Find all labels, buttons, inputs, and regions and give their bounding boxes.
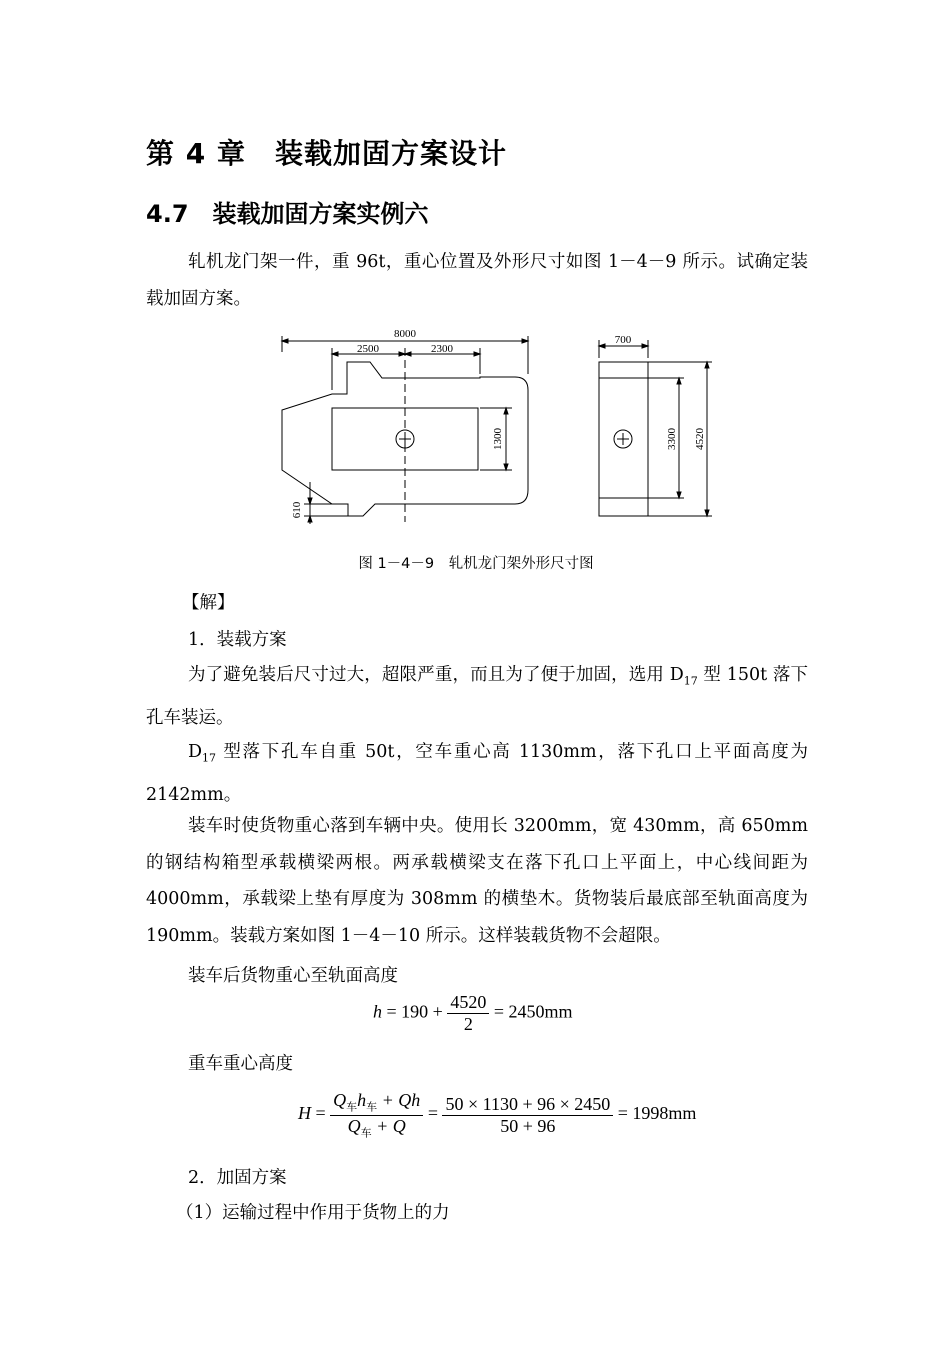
intro-paragraph: 轧机龙门架一件，重 96t，重心位置及外形尺寸如图 1－4－9 所示。试确定装载加固方案。 [146, 252, 808, 309]
paragraph-5: 重车重心高度 [188, 1054, 293, 1074]
dim-total-length: 8000 [394, 328, 416, 340]
chapter-title: 第 4 章 装载加固方案设计 [146, 137, 507, 170]
equation-h: h = 190 + $\frac{4520}{2}$ = 2450mm [373, 992, 573, 1034]
gantry-dimension-figure [270, 322, 730, 527]
item-2-1-heading: （1）运输过程中作用于货物上的力 [176, 1203, 450, 1223]
paragraph-1: 为了避免装后尺寸过大，超限严重，而且为了便于加固，选用 $D_{17}$ 型 150t 落下孔车装运。 [146, 665, 809, 728]
paragraph-4: 装车后货物重心至轨面高度 [188, 966, 398, 986]
paragraph-2: $D_{17}$ 型落下孔车自重 50t，空车重心高 1130mm，落下孔口上平面高度为 2142mm。 [146, 742, 808, 805]
dim-center-to-right: 2300 [431, 343, 453, 355]
dim-window-height: 1300 [492, 428, 504, 450]
dim-inner-height: 3300 [666, 428, 678, 450]
figure-caption: 图 1－4－9 轧机龙门架外形尺寸图 [358, 556, 594, 572]
dim-total-height: 4520 [694, 428, 706, 450]
solution-label: 【解】 [182, 593, 235, 613]
section-title: 4.7 装载加固方案实例六 [146, 200, 429, 228]
item-2-heading: 2．加固方案 [188, 1168, 287, 1188]
paragraph-3: 装车时使货物重心落到车辆中央。使用长 3200mm，宽 430mm，高 650mm 的钢结构箱型承载横梁两根。两承载横梁支在落下孔口上平面上，中心线间距为 4000mm，承载梁上垫有厚度为 308mm 的横垫木。货物装后最底部至轨面高度为 190mm。装载方案如图 1－4－10 所示。这样装载货物不会超限。 [146, 816, 808, 946]
dim-bottom-notch: 610 [291, 501, 303, 519]
equation-H: H = $\frac{Q_车h_车 + Qh}{Q_车 + Q}$ = $\frac{50 \times 1130 + 96 \times 2450}{50 + 96}$ = 1998mm [298, 1090, 697, 1140]
item-1-heading: 1．装载方案 [188, 630, 287, 650]
dim-left-to-center: 2500 [357, 343, 379, 355]
dim-width: 700 [614, 334, 632, 346]
